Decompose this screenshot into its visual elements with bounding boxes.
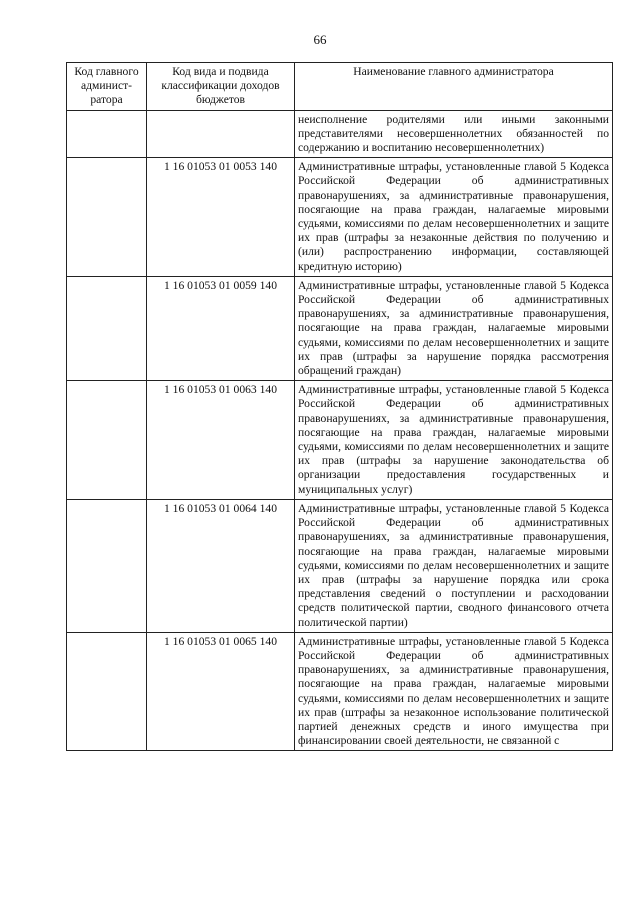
cell-revenue-code bbox=[147, 110, 295, 158]
table-body bbox=[67, 110, 613, 751]
cell-admin-code bbox=[67, 276, 147, 380]
table-header bbox=[67, 63, 613, 111]
cell-admin-code bbox=[67, 158, 147, 277]
cell-admin-name: Административные штрафы, установленные главой 5 Кодекса Российской Федерации об административных правонарушениях, за административные правонарушения, посягающие на права граждан, налагаемые мировыми судьями, комиссиями по делам несовершеннолетних и защите их прав (штрафы за нарушение законодательства об организации предоставления государственных и муниципальных услуг) bbox=[295, 381, 613, 500]
cell-revenue-code: 1 16 01053 01 0065 140 bbox=[147, 632, 295, 751]
cell-admin-name: Административные штрафы, установленные главой 5 Кодекса Российской Федерации об административных правонарушениях, за административные правонарушения, посягающие на права граждан, налагаемые мировыми судьями, комиссиями по делам несовершеннолетних и защите их прав (штрафы за незаконные действия по получению и (или) распространению информации, составляющей кредитную историю) bbox=[295, 158, 613, 277]
cell-admin-code bbox=[67, 499, 147, 632]
cell-admin-name: Административные штрафы, установленные главой 5 Кодекса Российской Федерации об административных правонарушениях, за административные правонарушения, посягающие на права граждан, налагаемые мировыми судьями, комиссиями по делам несовершеннолетних и защите их прав (штрафы за нарушение порядка или срока представления сведений о поступлении и расходовании средств политической партии, сводного финансового отчета политической партии) bbox=[295, 499, 613, 632]
table-row bbox=[67, 276, 613, 380]
table-row bbox=[67, 499, 613, 632]
cell-admin-code bbox=[67, 632, 147, 751]
cell-admin-name: Административные штрафы, установленные главой 5 Кодекса Российской Федерации об административных правонарушениях, за административные правонарушения, посягающие на права граждан, налагаемые мировыми судьями, комиссиями по делам несовершеннолетних и защите их прав (штрафы за нарушение порядка рассмотрения обращений граждан) bbox=[295, 276, 613, 380]
cell-admin-name: неисполнение родителями или иными законными представителями несовершеннолетних обязанностей по содержанию и воспитанию несовершеннолетних) bbox=[295, 110, 613, 158]
header-revenue-code: Код вида и подвида классификации доходов бюджетов bbox=[147, 63, 295, 111]
cell-revenue-code: 1 16 01053 01 0063 140 bbox=[147, 381, 295, 500]
cell-revenue-code: 1 16 01053 01 0059 140 bbox=[147, 276, 295, 380]
table-row bbox=[67, 381, 613, 500]
table-header-row bbox=[67, 63, 613, 111]
header-admin-name: Наименование главного администратора bbox=[295, 63, 613, 111]
table-row bbox=[67, 158, 613, 277]
cell-admin-name: Административные штрафы, установленные главой 5 Кодекса Российской Федерации об административных правонарушениях, за административные правонарушения, посягающие на права граждан, налагаемые мировыми судьями, комиссиями по делам несовершеннолетних и защите их прав (штрафы за незаконное использование политической партией денежных средств и иного имущества при финансировании своей деятельности, не связанной с bbox=[295, 632, 613, 751]
header-admin-code: Код главного админист-ратора bbox=[67, 63, 147, 111]
cell-revenue-code: 1 16 01053 01 0064 140 bbox=[147, 499, 295, 632]
cell-revenue-code: 1 16 01053 01 0053 140 bbox=[147, 158, 295, 277]
table-row bbox=[67, 632, 613, 751]
revenue-classification-table bbox=[66, 62, 613, 751]
cell-admin-code bbox=[67, 381, 147, 500]
table-row bbox=[67, 110, 613, 158]
cell-admin-code bbox=[67, 110, 147, 158]
page-number: 66 bbox=[313, 32, 327, 47]
